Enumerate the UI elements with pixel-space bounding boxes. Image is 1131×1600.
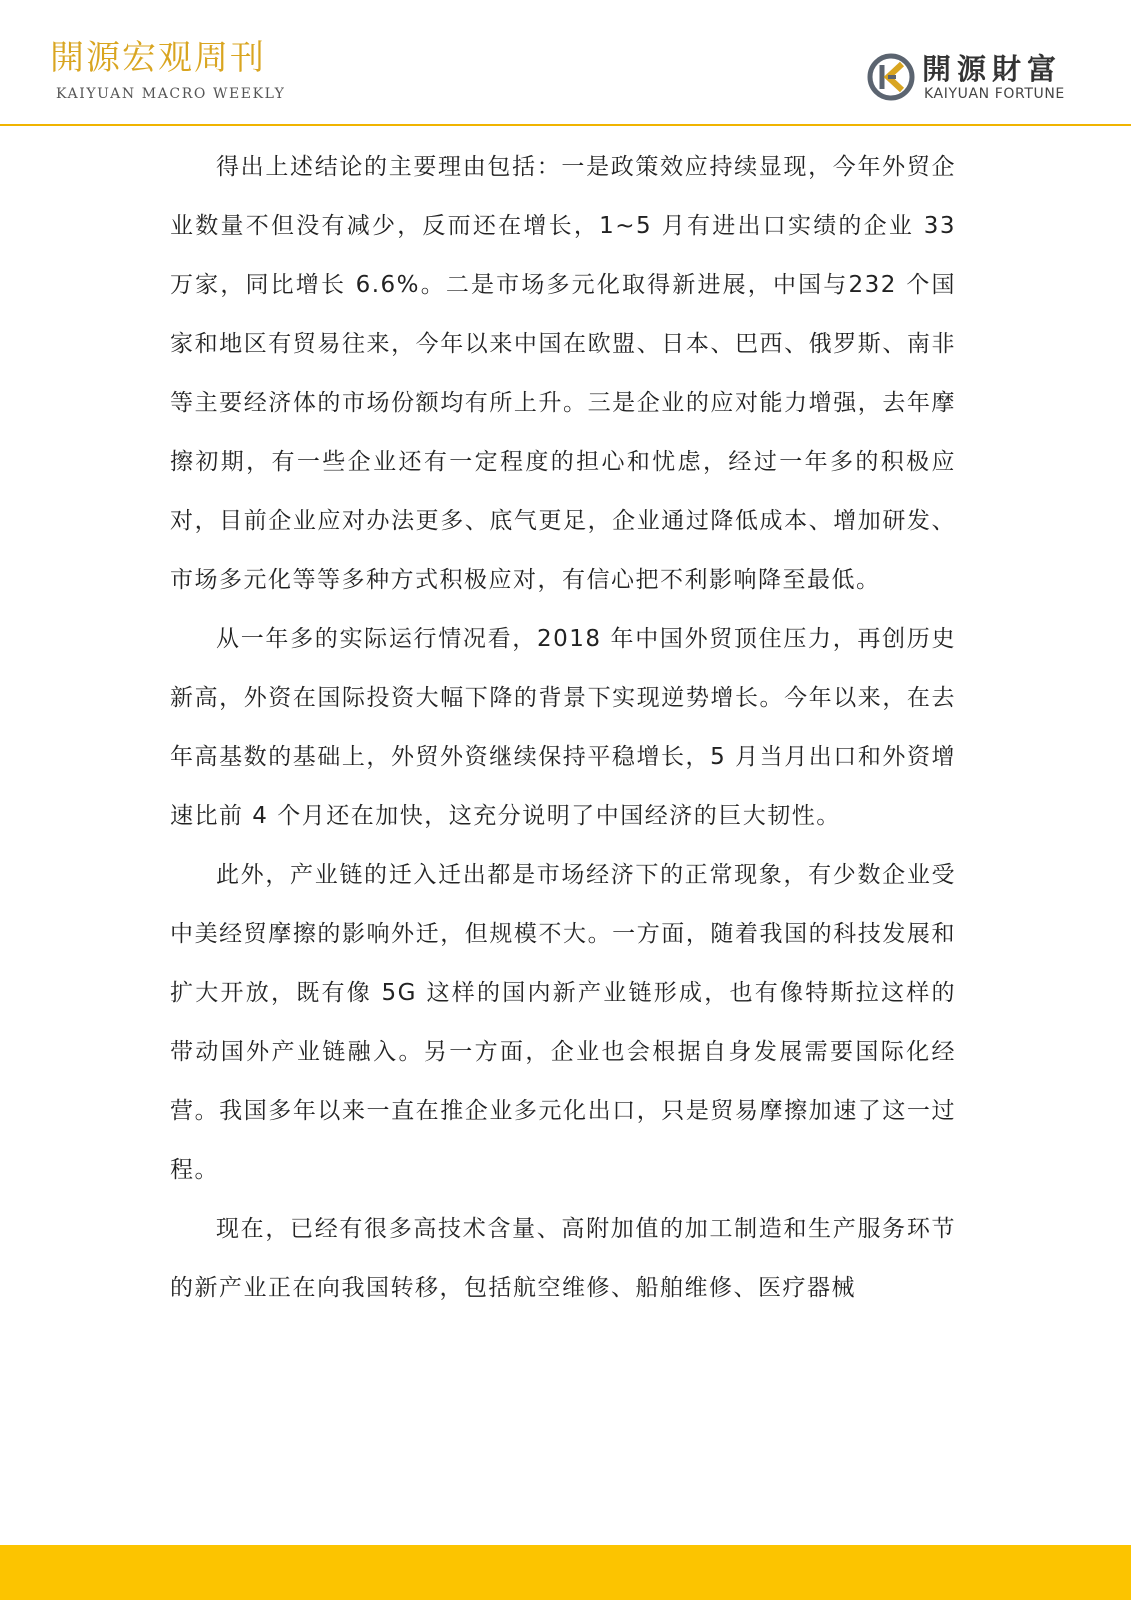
header-divider bbox=[0, 124, 1131, 126]
logo-text-en: KAIYUAN FORTUNE bbox=[924, 86, 1065, 102]
page-header bbox=[0, 0, 1131, 128]
logo-text-cn: 開源財富 bbox=[922, 52, 1063, 86]
article-body bbox=[170, 138, 956, 1318]
company-logo bbox=[866, 52, 1106, 108]
paragraph: 得出上述结论的主要理由包括：一是政策效应持续显现，今年外贸企业数量不但没有减少，反而还在增长，1~5 月有进出口实绩的企业 33 万家，同比增长 6.6%。二是市场多元化取得新进展，中国与232 个国家和地区有贸易往来，今年以来中国在欧盟、日本、巴西、俄罗斯、南非等主要经济体的市场份额均有所上升。三是企业的应对能力增强，去年摩擦初期，有一些企业还有一定程度的担心和忧虑，经过一年多的积极应对，目前企业应对办法更多、底气更足，企业通过降低成本、增加研发、市场多元化等等多种方式积极应对，有信心把不利影响降至最低。 bbox=[170, 154, 956, 593]
paragraph: 从一年多的实际运行情况看，2018 年中国外贸顶住压力，再创历史新高，外资在国际投资大幅下降的背景下实现逆势增长。今年以来，在去年高基数的基础上，外贸外资继续保持平稳增长，5 月当月出口和外资增速比前 4 个月还在加快，这充分说明了中国经济的巨大韧性。 bbox=[170, 626, 956, 829]
publication-subtitle: KAIYUAN MACRO WEEKLY bbox=[56, 86, 286, 102]
footer-bar bbox=[0, 1545, 1131, 1600]
paragraph: 此外，产业链的迁入迁出都是市场经济下的正常现象，有少数企业受中美经贸摩擦的影响外迁，但规模不大。一方面，随着我国的科技发展和扩大开放，既有像 5G 这样的国内新产业链形成，也有像特斯拉这样的带动国外产业链融入。另一方面，企业也会根据自身发展需要国际化经营。我国多年以来一直在推企业多元化出口，只是贸易摩擦加速了这一过程。 bbox=[170, 862, 956, 1183]
publication-title: 開源宏观周刊 bbox=[50, 38, 266, 78]
paragraph: 现在，已经有很多高技术含量、高附加值的加工制造和生产服务环节的新产业正在向我国转移，包括航空维修、船舶维修、医疗器械 bbox=[170, 1216, 956, 1301]
kaiyuan-k-emblem-icon bbox=[866, 52, 916, 102]
